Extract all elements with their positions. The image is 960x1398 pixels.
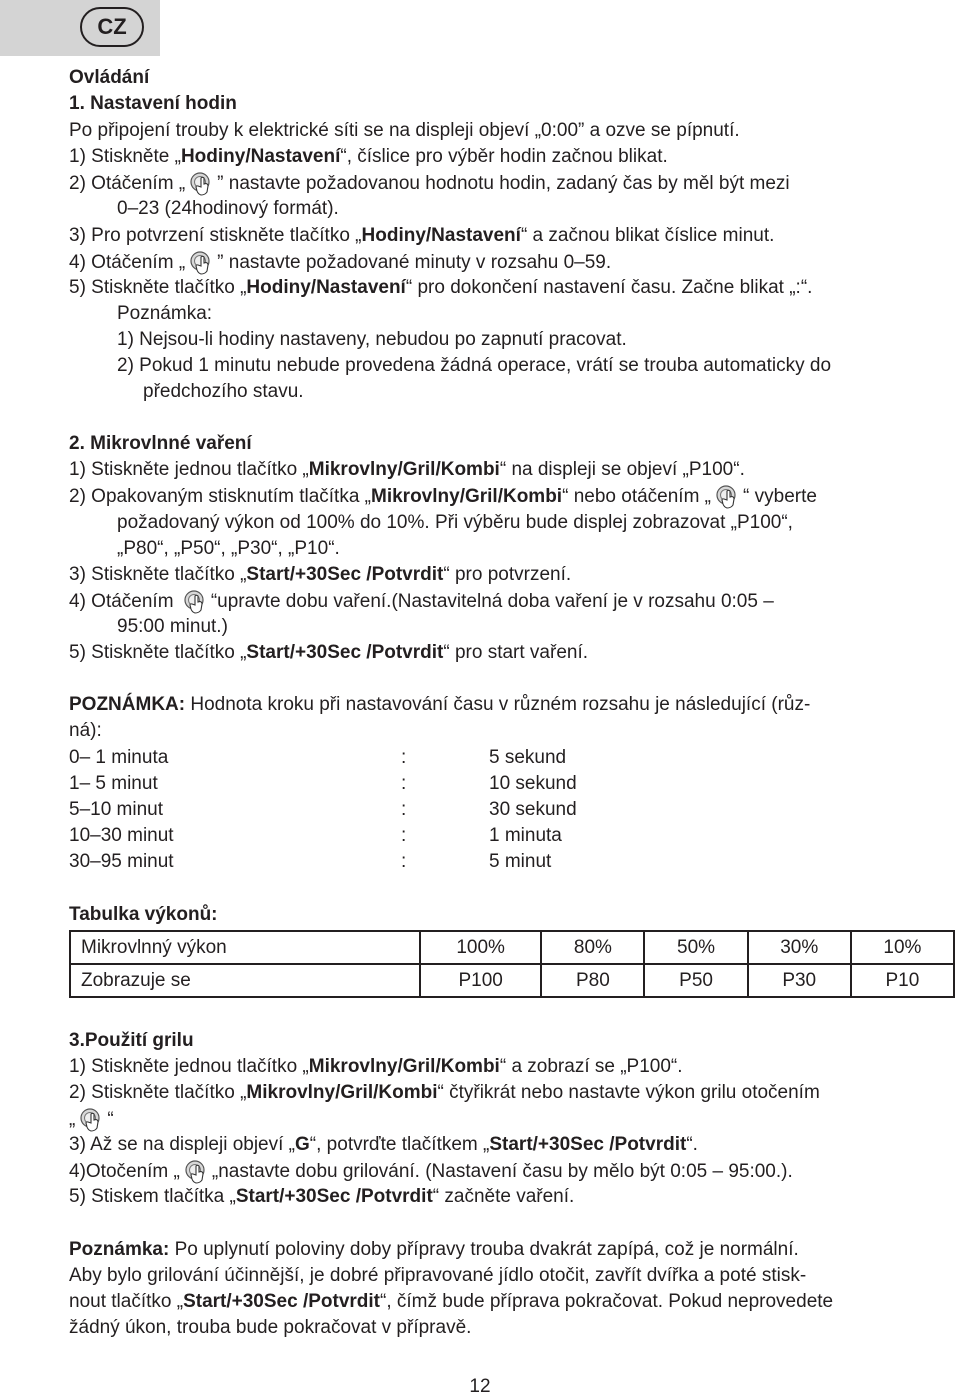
grill-step-5: 5) Stiskem tlačítka „Start/+30Sec /Potvrdit“ začněte vaření. [69,1186,575,1207]
dial-knob-icon [77,1107,105,1133]
table-cell: Zobrazuje se [70,964,420,997]
mw-step-2-cont: požadovaný výkon od 100% do 10%. Při výběru bude displej zobrazovat „P100“, [117,512,793,533]
clock-note-1: 1) Nejsou-li hodiny nastaveny, nebudou po zapnutí pracovat. [117,329,627,350]
final-note-line-3: nout tlačítko „Start/+30Sec /Potvrdit“, čímž bude příprava pokračovat. Pokud neprovedete [69,1291,834,1312]
clock-step-2: 2) Otáčením „ ” nastavte požadovanou hodnotu hodin, zadaný čas by měl být mezi [69,171,790,197]
clock-step-2-cont: 0–23 (24hodinový formát). [117,198,339,219]
table-cell: P30 [748,964,851,997]
language-tab [0,0,160,56]
power-table [69,930,955,998]
mw-step-1: 1) Stiskněte jednou tlačítko „Mikrovlny/Gril/Kombi“ na displeji se objeví „P100“. [69,459,745,480]
dial-knob-icon [187,250,215,276]
table-cell: 80% [541,931,644,964]
table-row [70,964,954,997]
step-note: POZNÁMKA: Hodnota kroku při nastavování času v různém rozsahu je následující (růz- [69,694,811,715]
table-cell: 50% [644,931,747,964]
grill-step-1: 1) Stiskněte jednou tlačítko „Mikrovlny/Gril/Kombi“ a zobrazí se „P100“. [69,1056,683,1077]
clock-intro: Po připojení trouby k elektrické síti se na displeji objeví „0:00” a ozve se pípnutí. [69,120,740,141]
clock-step-5: 5) Stiskněte tlačítko „Hodiny/Nastavení“ pro dokončení nastavení času. Začne blikat „:“. [69,277,813,298]
clock-note-2: 2) Pokud 1 minutu nebude provedena žádná operace, vrátí se trouba automaticky do [117,355,832,376]
step-row: 1– 5 minut : 10 sekund [69,773,577,794]
table-cell: Mikrovlnný výkon [70,931,420,964]
table-cell: 100% [420,931,541,964]
dial-knob-icon [181,589,209,615]
step-row: 10–30 minut : 1 minuta [69,825,562,846]
mw-step-4-cont: 95:00 minut.) [117,616,228,637]
mw-step-4: 4) Otáčením “upravte dobu vaření.(Nastavitelná doba vaření je v rozsahu 0:05 – [69,589,774,615]
language-badge: CZ [80,7,144,47]
table-cell: 10% [851,931,954,964]
mw-step-2-cont2: „P80“, „P50“, „P30“, „P10“. [117,538,340,559]
step-row: 0– 1 minuta : 5 sekund [69,747,567,768]
step-note-cont: ná): [69,720,102,741]
step-row: 5–10 minut : 30 sekund [69,799,577,820]
dial-knob-icon [713,484,741,510]
mw-step-3: 3) Stiskněte tlačítko „Start/+30Sec /Potvrdit“ pro potvrzení. [69,564,572,585]
table-cell: P50 [644,964,747,997]
clock-step-4: 4) Otáčením „ ” nastavte požadované minuty v rozsahu 0–59. [69,250,611,276]
clock-step-3: 3) Pro potvrzení stiskněte tlačítko „Hodiny/Nastavení“ a začnou blikat číslice minut. [69,225,775,246]
final-note: Poznámka: Po uplynutí poloviny doby přípravy trouba dvakrát zapípá, což je normální. [69,1239,799,1260]
grill-step-2-cont: „ “ [69,1107,114,1133]
table-cell: 30% [748,931,851,964]
step-row: 30–95 minut : 5 minut [69,851,552,872]
section-title-microwave: 2. Mikrovlnné vaření [69,433,252,454]
section-heading: Ovládání [69,67,150,88]
table-cell: P80 [541,964,644,997]
final-note-line-2: Aby bylo grilování účinnější, je dobré připravované jídlo otočit, zavřít dvířka a poté stisk- [69,1265,807,1286]
grill-step-4: 4)Otočením „ „nastavte dobu grilování. (Nastavení času by mělo být 0:05 – 95:00.). [69,1159,793,1185]
mw-step-2: 2) Opakovaným stisknutím tlačítka „Mikrovlny/Gril/Kombi“ nebo otáčením „ “ vyberte [69,484,817,510]
grill-step-2: 2) Stiskněte tlačítko „Mikrovlny/Gril/Kombi“ čtyřikrát nebo nastavte výkon grilu otočením [69,1082,820,1103]
table-row [70,931,954,964]
section-title-clock: 1. Nastavení hodin [69,93,237,114]
clock-note-label: Poznámka: [117,303,213,324]
final-note-line-4: žádný úkon, trouba bude pokračovat v přípravě. [69,1317,472,1338]
grill-step-3: 3) Až se na displeji objeví „G“, potvrďte tlačítkem „Start/+30Sec /Potvrdit“. [69,1134,698,1155]
page-number: 12 [469,1376,491,1397]
clock-note-2-cont: předchozího stavu. [143,381,304,402]
dial-knob-icon [187,171,215,197]
table-cell: P10 [851,964,954,997]
dial-knob-icon [182,1159,210,1185]
mw-step-5: 5) Stiskněte tlačítko „Start/+30Sec /Potvrdit“ pro start vaření. [69,642,589,663]
table-cell: P100 [420,964,541,997]
power-table-title: Tabulka výkonů: [69,904,218,925]
clock-step-1: 1) Stiskněte „Hodiny/Nastavení“, číslice pro výběr hodin začnou blikat. [69,146,668,167]
section-title-grill: 3.Použití grilu [69,1030,194,1051]
